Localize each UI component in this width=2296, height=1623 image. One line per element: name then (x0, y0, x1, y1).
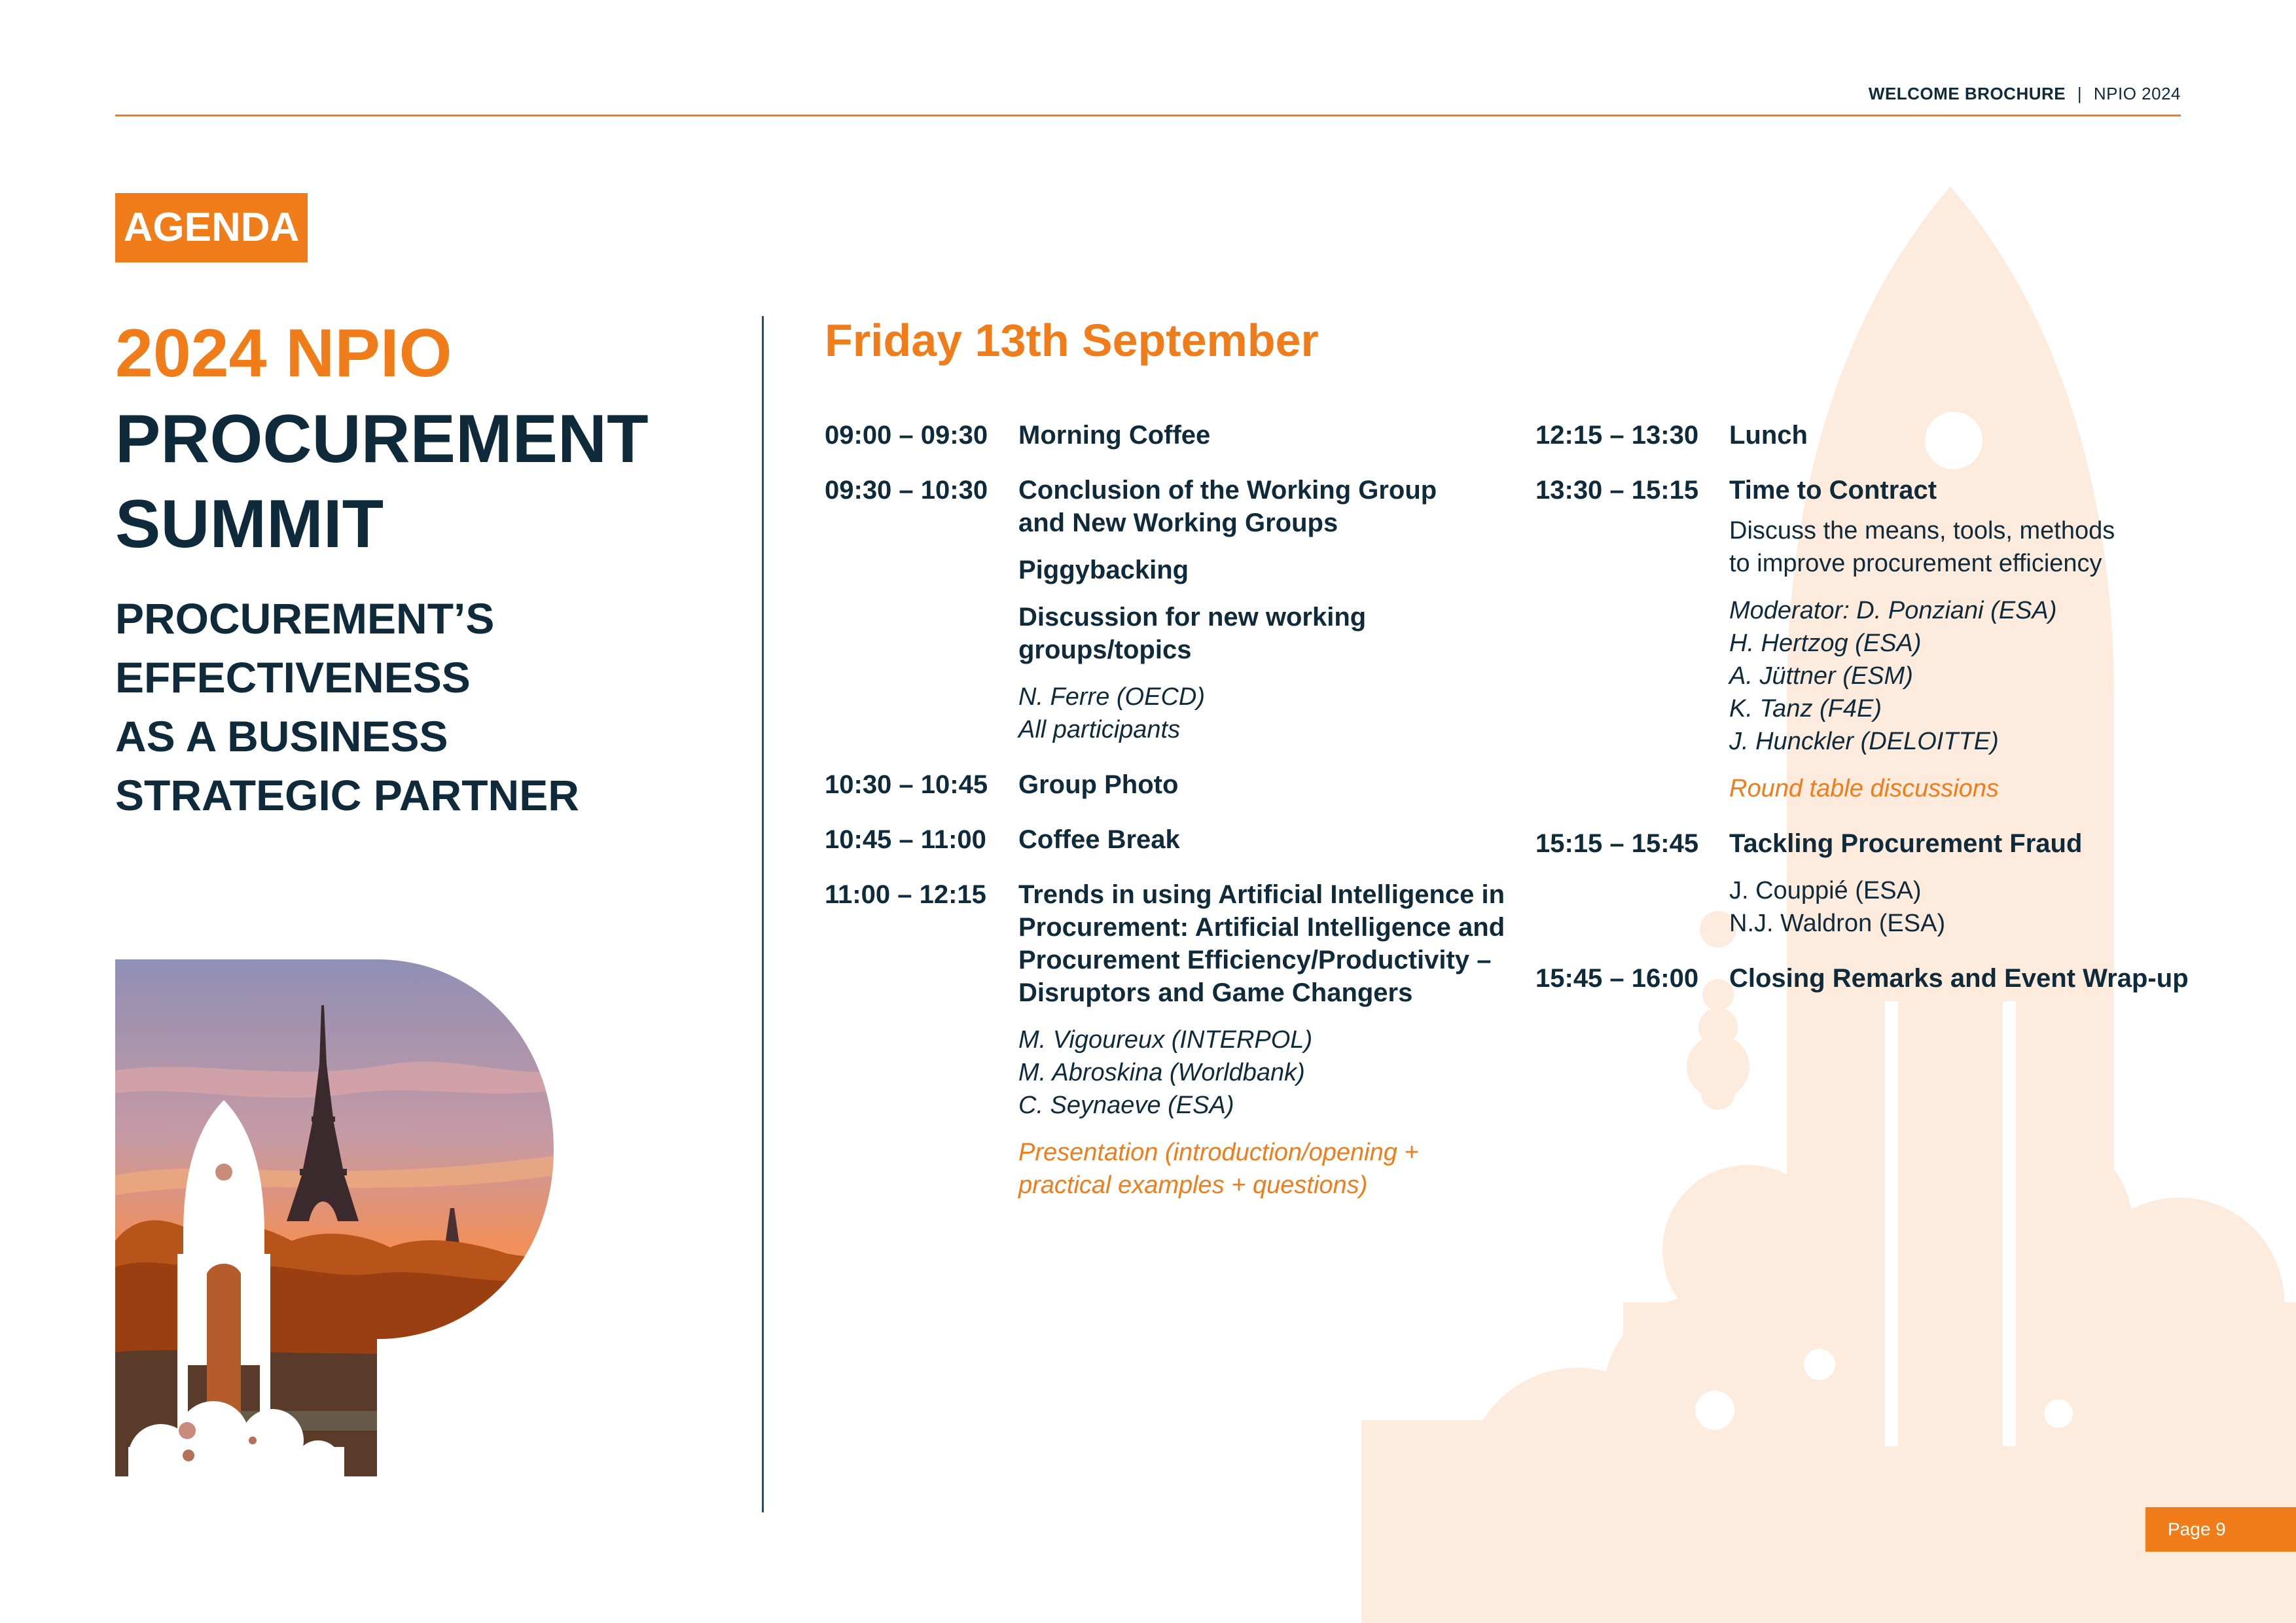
agenda-badge: AGENDA (115, 193, 308, 262)
agenda-item (825, 419, 1518, 452)
agenda-item (825, 878, 1518, 1202)
agenda-item-title: Trends in using Artificial Intelligence in Procurement: Artificial Intelligence and Procurement Efficiency/Productivity – Disruptors and Game Changers (1018, 880, 1505, 1007)
agenda-item (825, 474, 1518, 746)
agenda-item-title: Closing Remarks and Event Wrap-up (1729, 964, 2189, 993)
agenda-item-description: Discuss the means, tools, methods to improve procurement efficiency (1729, 517, 2115, 577)
page-number-badge: Page 9 (2145, 1507, 2296, 1552)
agenda-item (1535, 827, 2190, 940)
agenda-item-time: 11:00 – 12:15 (825, 880, 986, 909)
subtitle-line: STRATEGIC PARTNER (115, 771, 579, 819)
brochure-title: WELCOME BROCHURE (1868, 84, 2066, 103)
agenda-subtopic: Piggybacking (1018, 556, 1189, 584)
summit-year-title: 2024 NPIO (115, 315, 452, 391)
agenda-speakers: N. Ferre (OECD) All participants (1018, 683, 1205, 743)
agenda-item-title: Morning Coffee (1018, 421, 1211, 450)
agenda-format-note: Presentation (introduction/opening + practical examples + questions) (1018, 1139, 1419, 1199)
agenda-format-note: Round table discussions (1729, 775, 1999, 802)
agenda-left-column (825, 419, 1518, 1224)
header-brochure-label (1869, 84, 2181, 104)
column-divider (762, 316, 764, 1512)
agenda-item (1535, 962, 2190, 995)
agenda-item-time: 10:30 – 10:45 (825, 770, 988, 799)
agenda-day-title: Friday 13th September (825, 315, 1319, 366)
agenda-item-title: Tackling Procurement Fraud (1729, 829, 2083, 858)
header-divider (115, 115, 2181, 116)
agenda-item-title: Conclusion of the Working Group and New Working Groups (1018, 476, 1437, 537)
agenda-speakers: M. Vigoureux (INTERPOL) M. Abroskina (Worldbank) C. Seynaeve (ESA) (1018, 1026, 1313, 1119)
agenda-item (825, 823, 1518, 856)
agenda-item-time: 09:00 – 09:30 (825, 421, 988, 450)
paris-rocket-p-image (115, 959, 554, 1476)
agenda-item-time: 12:15 – 13:30 (1535, 421, 1699, 450)
header-separator: | (2077, 84, 2083, 103)
agenda-item-title: Group Photo (1018, 770, 1179, 799)
agenda-item (825, 768, 1518, 801)
agenda-speakers: Moderator: D. Ponziani (ESA) H. Hertzog (ESA) A. Jüttner (ESM) K. Tanz (F4E) J. Hunckler (DELOITTE) (1729, 597, 2057, 755)
agenda-item-time: 15:45 – 16:00 (1535, 964, 1699, 993)
agenda-item (1535, 419, 2190, 452)
subtitle-line: PROCUREMENT’S (115, 594, 495, 643)
agenda-item-title: Coffee Break (1018, 825, 1180, 854)
subtitle-line: AS A BUSINESS (115, 712, 448, 760)
summit-title-line: PROCUREMENT (115, 401, 649, 477)
subtitle-line: EFFECTIVENESS (115, 653, 471, 702)
agenda-item (1535, 474, 2190, 805)
agenda-item-title: Time to Contract (1729, 476, 1937, 505)
agenda-speakers: J. Couppié (ESA) N.J. Waldron (ESA) (1729, 877, 1946, 937)
agenda-item-title: Lunch (1729, 421, 1808, 450)
summit-title-line: SUMMIT (115, 486, 384, 562)
agenda-item-time: 10:45 – 11:00 (825, 825, 986, 854)
event-name: NPIO 2024 (2093, 84, 2181, 103)
agenda-item-time: 13:30 – 15:15 (1535, 476, 1699, 505)
summit-subtitle (115, 589, 704, 825)
agenda-item-time: 15:15 – 15:45 (1535, 829, 1699, 858)
agenda-item-time: 09:30 – 10:30 (825, 476, 988, 505)
agenda-right-column (1535, 419, 2190, 1017)
summit-title (115, 397, 649, 567)
agenda-subtopic: Discussion for new working groups/topics (1018, 603, 1367, 664)
